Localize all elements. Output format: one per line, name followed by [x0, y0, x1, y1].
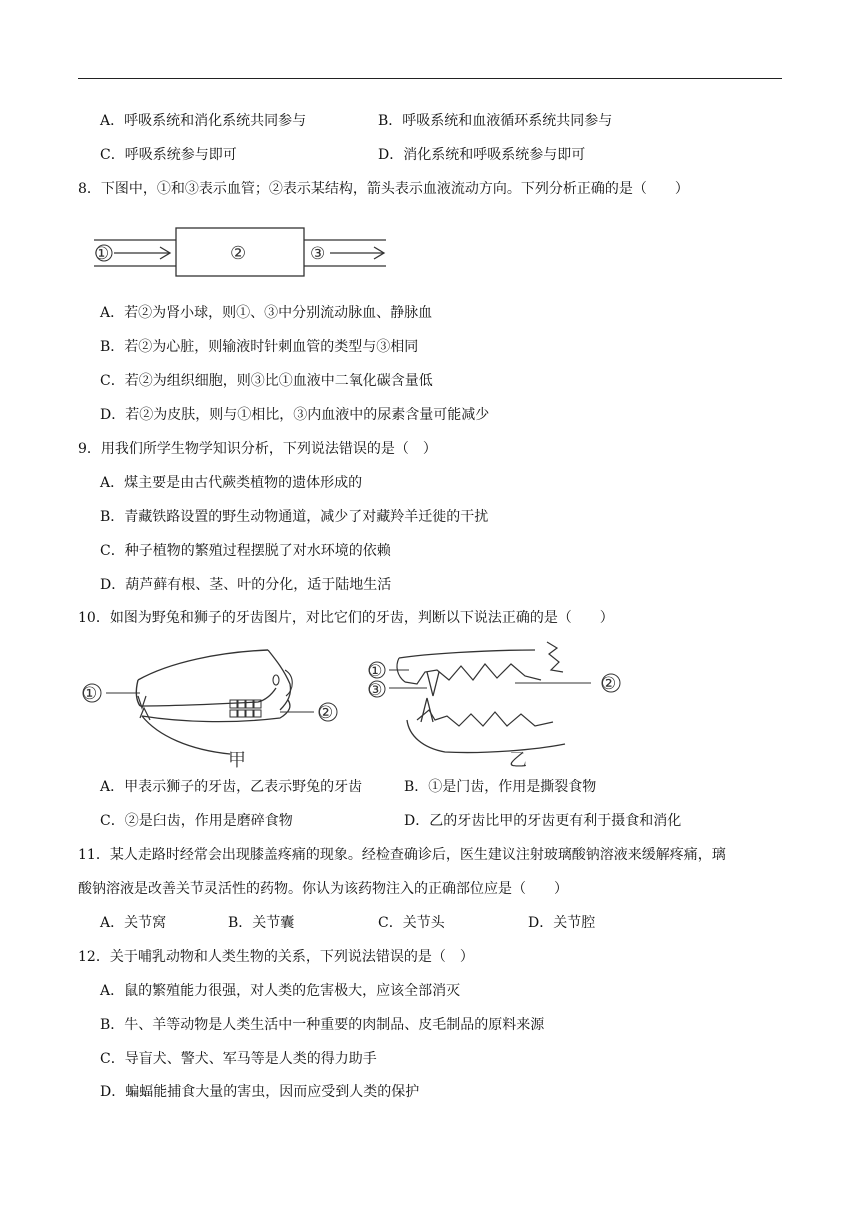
q9-option-a: A．煤主要是由古代蕨类植物的遗体形成的 — [100, 475, 363, 491]
q10-option-d: D．乙的牙齿比甲的牙齿更有利于摄食和消化 — [404, 813, 682, 829]
q7-option-b: B．呼吸系统和血液循环系统共同参与 — [378, 113, 613, 129]
q9-option-d: D．葫芦藓有根、茎、叶的分化，适于陆地生活 — [100, 577, 392, 593]
q10-option-b: B．①是门齿，作用是撕裂食物 — [404, 779, 597, 795]
q9-stem: 9．用我们所学生物学知识分析，下列说法错误的是（ ） — [78, 441, 437, 457]
q8-blood-vessel-diagram — [90, 226, 400, 278]
header-rule — [78, 78, 782, 79]
q11-stem-line2: 酸钠溶液是改善关节灵活性的药物。你认为该药物注入的正确部位应是（ ） — [78, 881, 568, 897]
q10-yi-marker-2: ② — [601, 674, 617, 694]
q11-stem-line1: 11．某人走路时经常会出现膝盖疼痛的现象。经检查确诊后，医生建议注射玻璃酸钠溶液来缓解疼痛，璃 — [78, 847, 726, 863]
q8-label-1: ① — [94, 244, 110, 264]
q8-option-a: A．若②为肾小球，则①、③中分别流动脉血、静脉血 — [100, 305, 433, 321]
q8-stem: 8．下图中，①和③表示血管；②表示某结构，箭头表示血液流动方向。下列分析正确的是（ ） — [78, 181, 689, 197]
q7-option-d: D．消化系统和呼吸系统参与即可 — [378, 147, 586, 163]
q10-yi-marker-1: ① — [368, 661, 383, 680]
q9-option-b: B．青藏铁路设置的野生动物通道，减少了对藏羚羊迁徙的干扰 — [100, 509, 489, 525]
q9-option-c: C．种子植物的繁殖过程摆脱了对水环境的依赖 — [100, 543, 391, 559]
q10-jia-skull-figure — [80, 640, 350, 770]
q10-yi-label: 乙 — [509, 750, 527, 771]
q8-option-d: D．若②为皮肤，则与①相比，③内血液中的尿素含量可能减少 — [100, 407, 490, 423]
q10-stem: 10．如图为野兔和狮子的牙齿图片，对比它们的牙齿，判断以下说法正确的是（ ） — [78, 610, 614, 626]
q12-stem: 12．关于哺乳动物和人类生物的关系，下列说法错误的是（ ） — [78, 949, 474, 965]
q10-jia-label: 甲 — [228, 750, 246, 771]
q7-option-c: C．呼吸系统参与即可 — [100, 147, 237, 163]
q8-label-3: ③ — [310, 244, 326, 264]
q10-yi-skull-figure — [365, 636, 635, 770]
q10-jia-marker-2: ② — [318, 703, 334, 723]
q11-option-a: A．关节窝 — [100, 915, 167, 931]
q12-option-b: B．牛、羊等动物是人类生活中一种重要的肉制品、皮毛制品的原料来源 — [100, 1017, 545, 1033]
q12-option-d: D．蝙蝠能捕食大量的害虫，因而应受到人类的保护 — [100, 1084, 420, 1100]
q12-option-a: A．鼠的繁殖能力很强，对人类的危害极大，应该全部消灭 — [100, 983, 461, 999]
q8-option-c: C．若②为组织细胞，则③比①血液中二氧化碳含量低 — [100, 373, 433, 389]
q10-option-c: C．②是臼齿，作用是磨碎食物 — [100, 813, 293, 829]
q7-option-a: A．呼吸系统和消化系统共同参与 — [100, 113, 307, 129]
q8-option-b: B．若②为心脏，则输液时针刺血管的类型与③相同 — [100, 339, 419, 355]
q12-option-c: C．导盲犬、警犬、军马等是人类的得力助手 — [100, 1051, 377, 1067]
q11-option-d: D．关节腔 — [528, 915, 596, 931]
q11-option-b: B．关节囊 — [228, 915, 295, 931]
q11-option-c: C．关节头 — [378, 915, 445, 931]
q10-yi-marker-3: ③ — [368, 680, 383, 699]
q8-label-2: ② — [230, 243, 247, 264]
q10-jia-marker-1: ① — [82, 684, 98, 704]
q10-option-a: A．甲表示狮子的牙齿，乙表示野兔的牙齿 — [100, 779, 363, 795]
